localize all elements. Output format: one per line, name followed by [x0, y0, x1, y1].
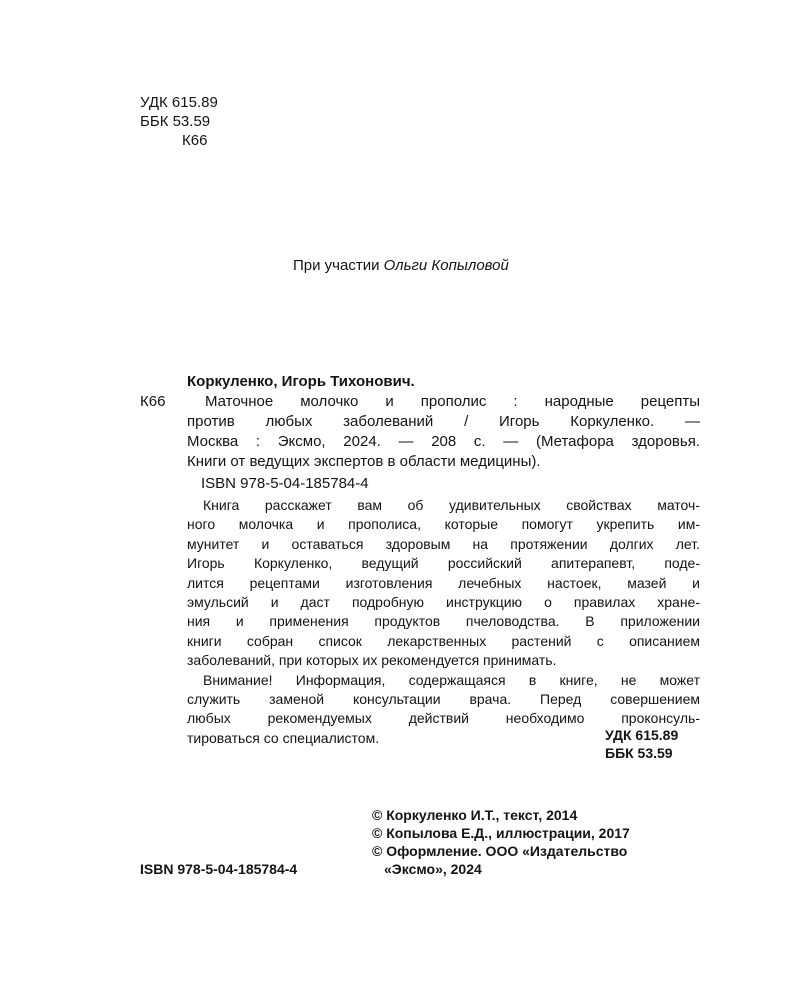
catalog-sign: К66 [140, 393, 166, 410]
annotation-line: лится рецептами изготовления лечебных настоек, мазей и [187, 574, 700, 591]
footer-isbn: ISBN 978-5-04-185784-4 [140, 861, 298, 877]
catalog-author-heading: Коркуленко, Игорь Тихонович. [187, 373, 415, 390]
catalog-udk: УДК 615.89 [605, 727, 679, 743]
participation-name: Ольги Копыловой [383, 257, 509, 274]
copyright-line: «Эксмо», 2024 [384, 861, 482, 877]
description-line: Маточное молочко и прополис : народные рецепты [205, 393, 700, 410]
catalog-bbk: ББК 53.59 [605, 745, 673, 761]
description-line: Книги от ведущих экспертов в области медицины). [187, 453, 541, 470]
annotation-line: ния и применения продуктов пчеловодства. В приложении [187, 613, 700, 630]
copyright-line: © Коркуленко И.Т., текст, 2014 [372, 807, 578, 823]
annotation-line: книги собран список лекарственных растений с описанием [187, 632, 700, 649]
author-sign: К66 [182, 132, 208, 149]
bbk-code: ББК 53.59 [140, 113, 211, 130]
catalog-isbn: ISBN 978-5-04-185784-4 [201, 475, 369, 492]
warning-line: Внимание! Информация, содержащаяся в книге, не может [203, 671, 700, 688]
participation-line [293, 257, 509, 274]
annotation-line: ного молочка и прополиса, которые помогут укрепить им- [187, 516, 700, 533]
copyright-line: © Копылова Е.Д., иллюстрации, 2017 [372, 825, 630, 841]
annotation-line: Книга расскажет вам об удивительных свойствах маточ- [203, 497, 700, 513]
warning-line: служить заменой консультации врача. Перед совершением [187, 691, 700, 708]
annotation [187, 496, 700, 748]
udk-code: УДК 615.89 [140, 94, 218, 111]
description-line: против любых заболеваний / Игорь Коркуленко. — [187, 413, 700, 430]
copyright-line: © Оформление. ООО «Издательство [372, 843, 628, 859]
annotation-line: эмульсий и даст подробную инструкцию о правилах хране- [187, 594, 700, 611]
warning-line: тироваться со специалистом. [187, 729, 380, 746]
description-line: Москва : Эксмо, 2024. — 208 с. — (Метафора здоровья. [187, 433, 700, 450]
annotation-line: Игорь Коркуленко, ведущий российский апитерапевт, поде- [187, 555, 700, 572]
annotation-line: заболеваний, при которых их рекомендуется принимать. [187, 652, 557, 669]
annotation-line: мунитет и оставаться здоровым на протяжении долгих лет. [187, 535, 700, 552]
warning-line: любых рекомендуемых действий необходимо проконсуль- [187, 710, 700, 727]
participation-prefix: При участии [293, 257, 380, 274]
